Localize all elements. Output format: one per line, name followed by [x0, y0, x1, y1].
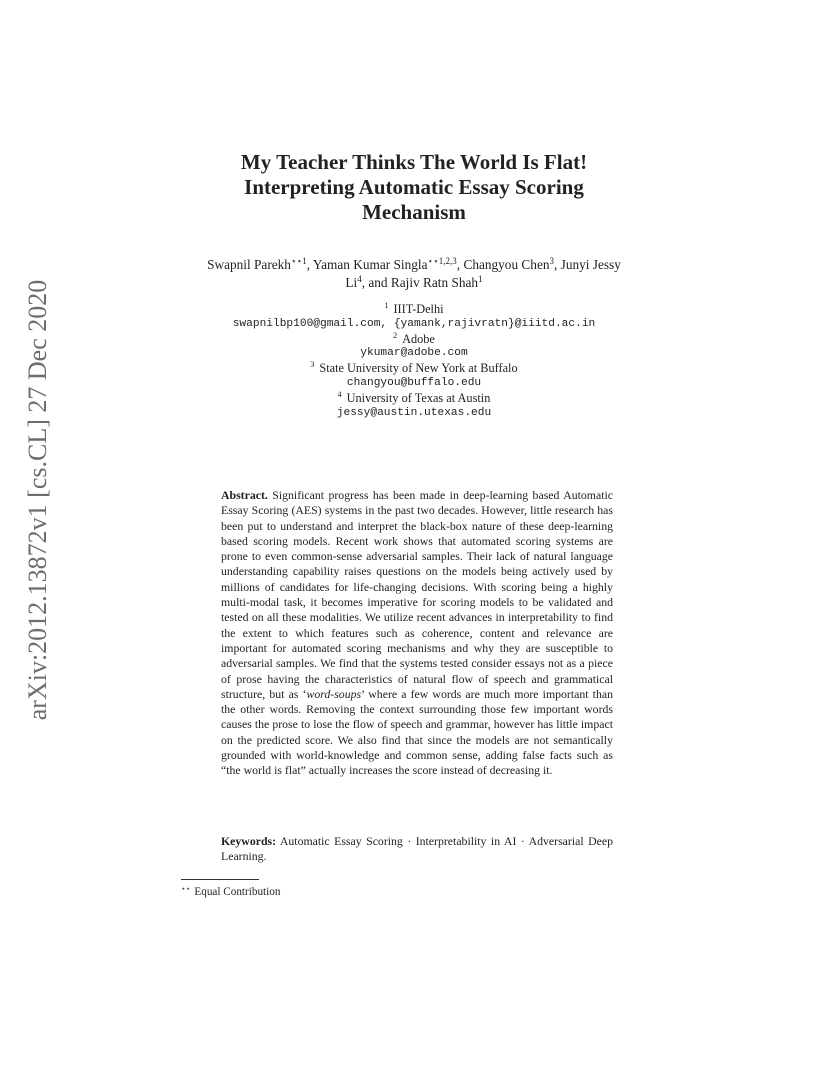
affiliation-name	[0, 391, 828, 406]
author-mark: ⋆⋆1	[290, 256, 307, 266]
affiliation-number: 2	[393, 330, 398, 340]
affiliation-text: University of Texas at Austin	[346, 390, 491, 405]
affiliation-name	[0, 332, 828, 347]
author-name: , and Rajiv Ratn Shah	[361, 275, 479, 290]
title-line-1: My Teacher Thinks The World Is Flat!	[240, 150, 588, 174]
keywords-text: Automatic Essay Scoring · Interpretability in AI · Adversarial Deep Learning.	[221, 834, 613, 864]
abstract	[221, 488, 613, 779]
affiliation-name	[0, 302, 828, 317]
title-line-3: Mechanism	[362, 200, 466, 224]
author-line-1	[0, 256, 828, 274]
affiliation-email: jessy@austin.utexas.edu	[336, 406, 492, 419]
author-mark: 1	[478, 274, 483, 284]
affiliation-text: Adobe	[402, 331, 435, 346]
affiliation-number: 3	[310, 360, 315, 370]
author-mark: 3	[549, 256, 554, 266]
affiliation-email: swapnilbp100@gmail.com, {yamank,rajivratn}@iiitd.ac.in	[232, 317, 596, 330]
author-name: Swapnil Parekh	[207, 257, 291, 272]
author-name: , Changyou Chen	[456, 257, 550, 272]
affiliation-email: changyou@buffalo.edu	[346, 376, 482, 389]
footnote-rule	[181, 879, 259, 880]
author-list	[0, 256, 828, 292]
abstract-text: ’ where a few words are much more important than the other words. Removing the context surrounding those few important words causes the prose to lose the flow of speech and grammar, however has little impact on the predicted score. We also find that since the models are not semantically grounded with world-knowledge and common sense, adding false facts such as “the world is flat” actually increases the score instead of decreasing it.	[221, 686, 613, 778]
abstract-italic-term: word-soups	[306, 686, 362, 701]
affiliation-number: 1	[384, 301, 389, 310]
affiliation-text: State University of New York at Buffalo	[319, 361, 518, 376]
author-name: , Yaman Kumar Singla	[306, 257, 428, 272]
abstract-label: Abstract.	[221, 488, 268, 502]
affiliation-number: 4	[337, 389, 342, 399]
affiliations	[0, 302, 828, 420]
abstract-text: Significant progress has been made in deep-learning based Automatic Essay Scoring (AES) systems in the past two decades. However, little research has been put to understand and interpret the black-box nature of these deep-learning based scoring models. Recent work shows that automated scoring systems are prone to even common-sense adversarial samples. Their lack of natural language understanding capability raises questions on the models being actively used by millions of candidates for life-changing decisions. With scoring being a highly multi-modal task, it becomes imperative for scoring models to be validated and tested on all these modalities. We utilize recent advances in interpretability to find the extent to which features such as coherence, content and relevance are important for automated scoring mechanisms and why they are susceptible to adversarial samples. We find that the systems tested consider essays not as a piece of prose having the characteristics of natural flow of speech and grammatical structure, but as ‘	[221, 488, 613, 701]
footnote	[181, 885, 280, 899]
title-line-2: Interpreting Automatic Essay Scoring	[244, 175, 584, 199]
footnote-text: Equal Contribution	[194, 886, 281, 898]
author-line-2	[0, 274, 828, 292]
author-mark: 4	[357, 274, 362, 284]
affiliation-name	[0, 361, 828, 376]
footnote-mark: ⋆⋆	[181, 884, 191, 893]
keywords-label: Keywords:	[221, 834, 277, 848]
affiliation-text: IIIT-Delhi	[393, 302, 444, 316]
author-mark: ⋆⋆1,2,3	[427, 256, 457, 266]
affiliation-email: ykumar@adobe.com	[360, 347, 468, 360]
keywords	[221, 834, 613, 865]
arxiv-identifier-stamp: arXiv:2012.13872v1 [cs.CL] 27 Dec 2020	[23, 279, 52, 721]
paper-title	[0, 150, 828, 225]
author-name: Li	[345, 275, 358, 290]
author-name: , Junyi Jessy	[554, 257, 621, 272]
